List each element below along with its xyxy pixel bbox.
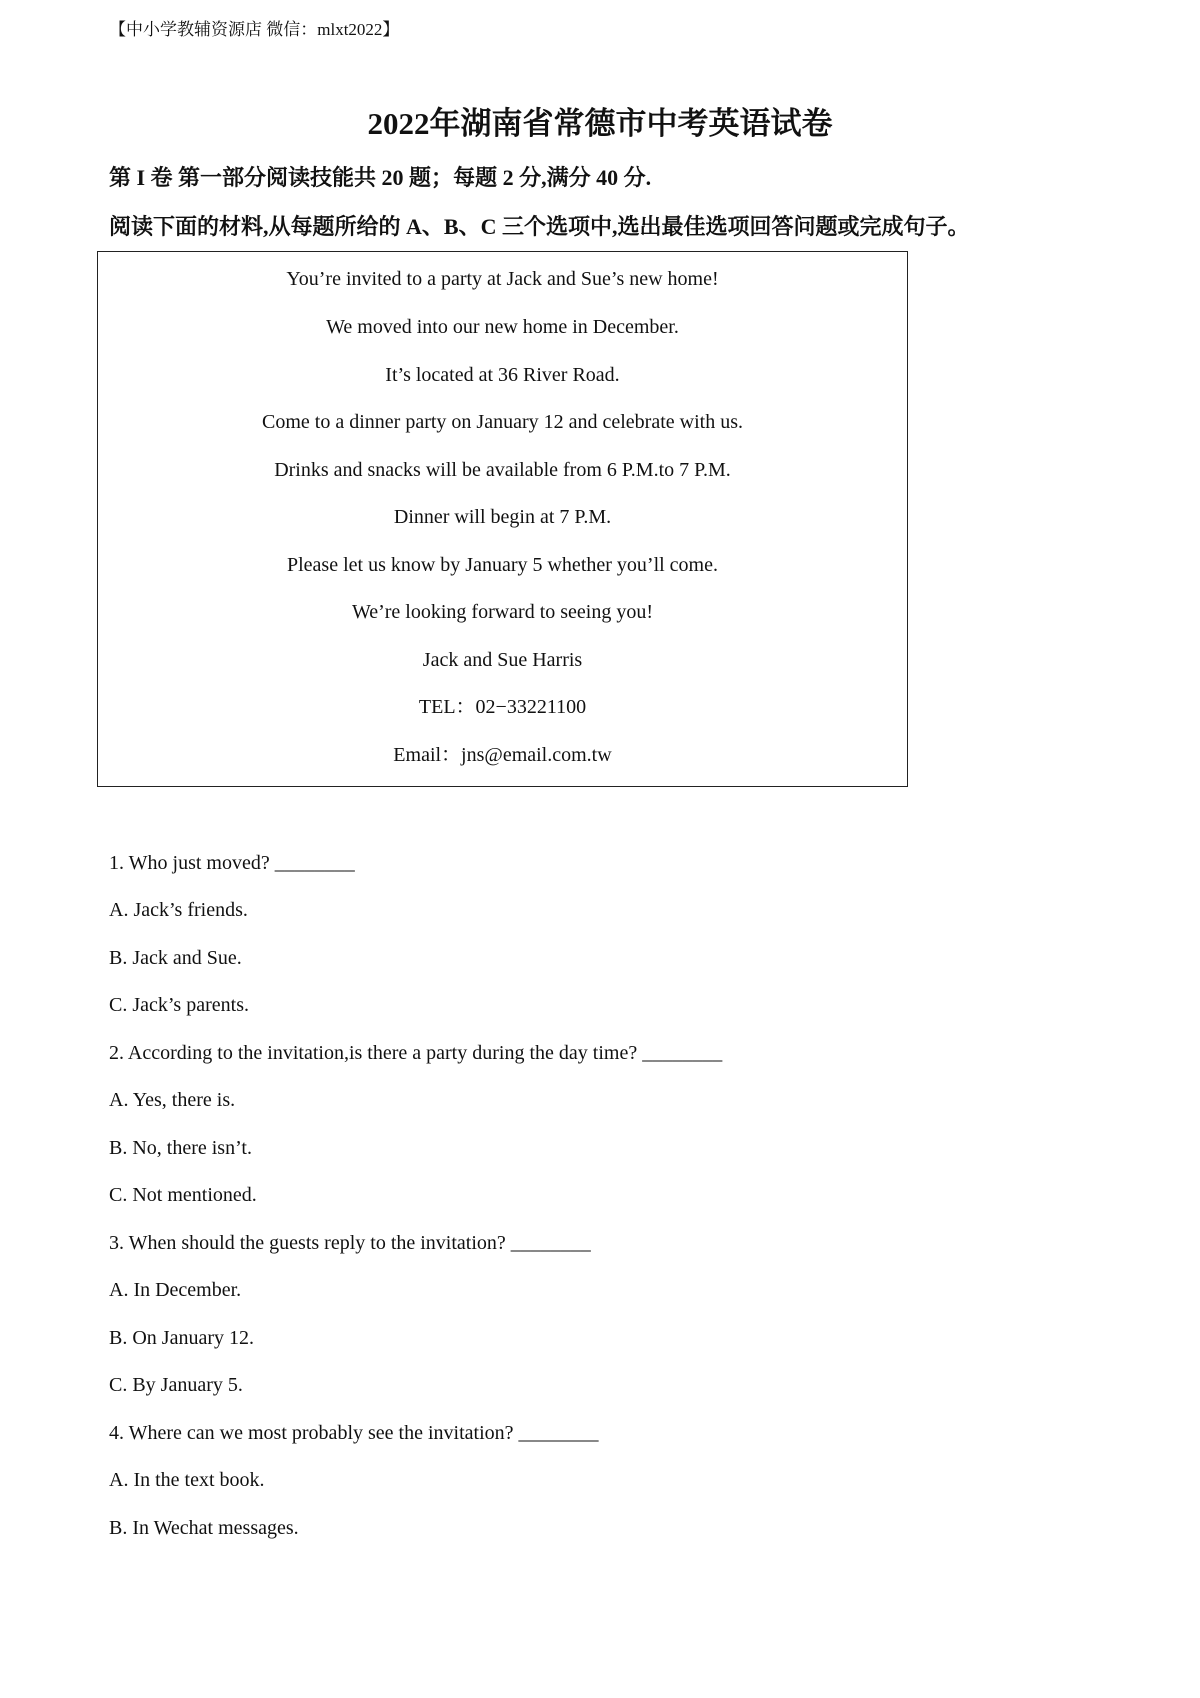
invitation-line: Dinner will begin at 7 P.M. bbox=[393, 506, 612, 528]
option-1a: A. Jack’s friends. bbox=[109, 899, 248, 921]
option-2a: A. Yes, there is. bbox=[109, 1089, 236, 1111]
invitation-phone: TEL：02−33221100 bbox=[418, 696, 587, 718]
question-3: 3. When should the guests reply to the invitation? ________ bbox=[109, 1232, 591, 1254]
option-2c: C. Not mentioned. bbox=[109, 1184, 257, 1206]
option-1c: C. Jack’s parents. bbox=[109, 994, 249, 1016]
invitation-line: Drinks and snacks will be available from 6 P.M.to 7 P.M. bbox=[274, 459, 731, 481]
invitation-signature: Jack and Sue Harris bbox=[422, 649, 583, 671]
invitation-box bbox=[97, 251, 908, 787]
invitation-line: Come to a dinner party on January 12 and celebrate with us. bbox=[262, 411, 743, 433]
question-4: 4. Where can we most probably see the invitation? ________ bbox=[109, 1422, 599, 1444]
option-4b: B. In Wechat messages. bbox=[109, 1517, 299, 1539]
option-4a: A. In the text book. bbox=[109, 1469, 265, 1491]
reading-instruction: 阅读下面的材料,从每题所给的 A、B、C 三个选项中,选出最佳选项回答问题或完成句子。 bbox=[109, 214, 970, 239]
invitation-line: Please let us know by January 5 whether you’ll come. bbox=[286, 554, 718, 576]
invitation-line: It’s located at 36 River Road. bbox=[385, 364, 620, 386]
section-instruction: 第 I 卷 第一部分阅读技能共 20 题；每题 2 分,满分 40 分. bbox=[109, 165, 652, 190]
option-3b: B. On January 12. bbox=[109, 1327, 254, 1349]
question-2: 2. According to the invitation,is there a party during the day time? ________ bbox=[109, 1042, 723, 1064]
option-3a: A. In December. bbox=[109, 1279, 242, 1301]
option-3c: C. By January 5. bbox=[109, 1374, 243, 1396]
option-1b: B. Jack and Sue. bbox=[109, 947, 242, 969]
question-1: 1. Who just moved? ________ bbox=[109, 852, 355, 874]
invitation-email: Email：jns@email.com.tw bbox=[393, 744, 612, 766]
header-note: 【中小学教辅资源店 微信：mlxt2022】 bbox=[109, 20, 400, 39]
document-title: 2022年湖南省常德市中考英语试卷 bbox=[367, 106, 833, 141]
invitation-line: We moved into our new home in December. bbox=[326, 316, 679, 338]
invitation-line: You’re invited to a party at Jack and Sue’s new home! bbox=[286, 268, 719, 290]
option-2b: B. No, there isn’t. bbox=[109, 1137, 252, 1159]
invitation-line: We’re looking forward to seeing you! bbox=[351, 601, 654, 623]
